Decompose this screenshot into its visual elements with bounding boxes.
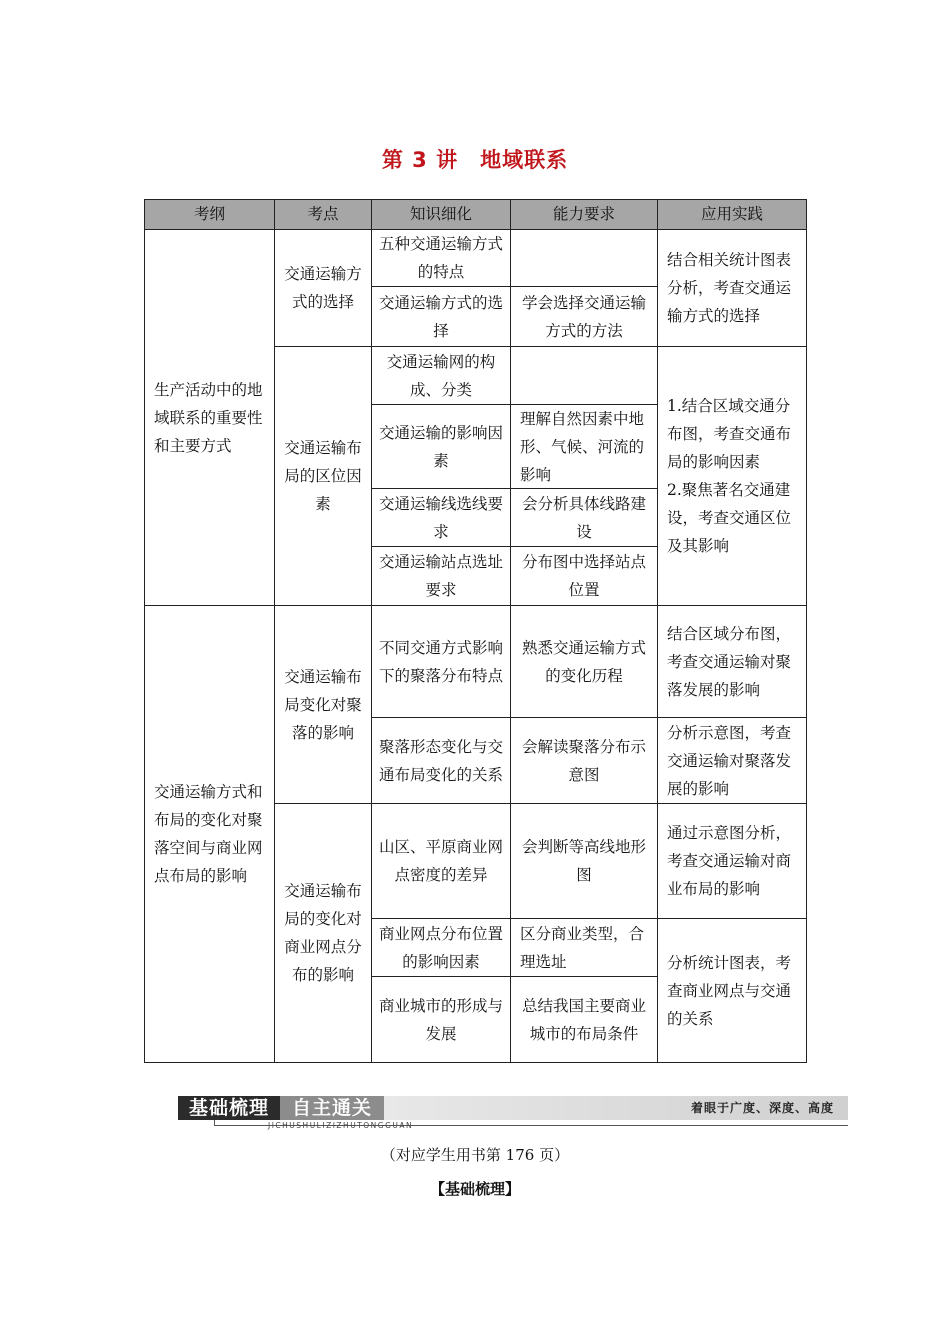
knowledge-cell: 不同交通方式影响下的聚落分布特点 bbox=[371, 605, 511, 718]
knowledge-cell: 聚落形态变化与交通布局变化的关系 bbox=[371, 717, 511, 804]
point-cell: 交通运输布局的区位因素 bbox=[274, 346, 372, 606]
banner-slogan: 着眼于广度、深度、高度 bbox=[690, 1101, 834, 1115]
point-cell: 交通运输布局变化对聚落的影响 bbox=[274, 605, 372, 804]
section-heading: 【基础梳理】 bbox=[429, 1180, 520, 1198]
header-point: 考点 bbox=[274, 199, 372, 230]
ability-cell: 总结我国主要商业城市的布局条件 bbox=[510, 976, 658, 1063]
knowledge-cell: 五种交通运输方式的特点 bbox=[371, 229, 511, 287]
ability-cell: 熟悉交通运输方式的变化历程 bbox=[510, 605, 658, 718]
knowledge-cell: 商业城市的形成与发展 bbox=[371, 976, 511, 1063]
ability-cell: 会解读聚落分布示意图 bbox=[510, 717, 658, 804]
knowledge-cell: 商业网点分布位置的影响因素 bbox=[371, 918, 511, 977]
knowledge-cell: 交通运输线选线要求 bbox=[371, 488, 511, 547]
banner-pinyin: JICHUSHULIZIZHUTONGGUAN bbox=[268, 1121, 414, 1130]
lecture-topic: 地域联系 bbox=[480, 148, 569, 172]
practice-cell: 分析统计图表，考查商业网点与交通的关系 bbox=[657, 918, 807, 1063]
knowledge-cell: 交通运输方式的选择 bbox=[371, 286, 511, 347]
page-reference: （对应学生用书第 176 页） bbox=[380, 1146, 570, 1164]
banner-main-label: 基础梳理 bbox=[178, 1096, 280, 1120]
knowledge-cell: 交通运输站点选址要求 bbox=[371, 546, 511, 606]
ability-cell: 会判断等高线地形图 bbox=[510, 803, 658, 919]
knowledge-cell: 交通运输的影响因素 bbox=[371, 404, 511, 489]
ability-cell: 学会选择交通运输方式的方法 bbox=[510, 286, 658, 347]
outline-cell: 生产活动中的地域联系的重要性和主要方式 bbox=[144, 229, 275, 606]
header-outline: 考纲 bbox=[144, 199, 275, 230]
practice-cell: 结合区域分布图，考查交通运输对聚落发展的影响 bbox=[657, 605, 807, 718]
knowledge-cell: 山区、平原商业网点密度的差异 bbox=[371, 803, 511, 919]
ability-cell: 分布图中选择站点位置 bbox=[510, 546, 658, 606]
knowledge-cell: 交通运输网的构成、分类 bbox=[371, 346, 511, 405]
ability-cell: 区分商业类型，合理选址 bbox=[510, 918, 658, 977]
header-practice: 应用实践 bbox=[657, 199, 807, 230]
lecture-number: 第 3 讲 bbox=[381, 148, 459, 172]
practice-cell: 分析示意图，考查交通运输对聚落发展的影响 bbox=[657, 717, 807, 804]
header-knowledge: 知识细化 bbox=[371, 199, 511, 230]
practice-cell: 1.结合区域交通分布图，考查交通布局的影响因素 2.聚焦著名交通建设，考查交通区位及其影响 bbox=[657, 346, 807, 606]
point-cell: 交通运输方式的选择 bbox=[274, 229, 372, 347]
practice-cell: 通过示意图分析，考查交通运输对商业布局的影响 bbox=[657, 803, 807, 919]
ability-cell: 会分析具体线路建设 bbox=[510, 488, 658, 547]
ability-cell: 理解自然因素中地形、气候、河流的影响 bbox=[510, 404, 658, 489]
ability-cell bbox=[510, 229, 658, 287]
banner-sub-label: 自主通关 bbox=[280, 1096, 384, 1120]
ability-cell bbox=[510, 346, 658, 405]
header-ability: 能力要求 bbox=[510, 199, 658, 230]
banner-strip bbox=[384, 1096, 848, 1120]
practice-cell: 结合相关统计图表分析，考查交通运输方式的选择 bbox=[657, 229, 807, 347]
outline-cell: 交通运输方式和布局的变化对聚落空间与商业网点布局的影响 bbox=[144, 605, 275, 1063]
point-cell: 交通运输布局的变化对商业网点分布的影响 bbox=[274, 803, 372, 1063]
page-title bbox=[0, 144, 950, 174]
section-banner bbox=[178, 1096, 848, 1132]
